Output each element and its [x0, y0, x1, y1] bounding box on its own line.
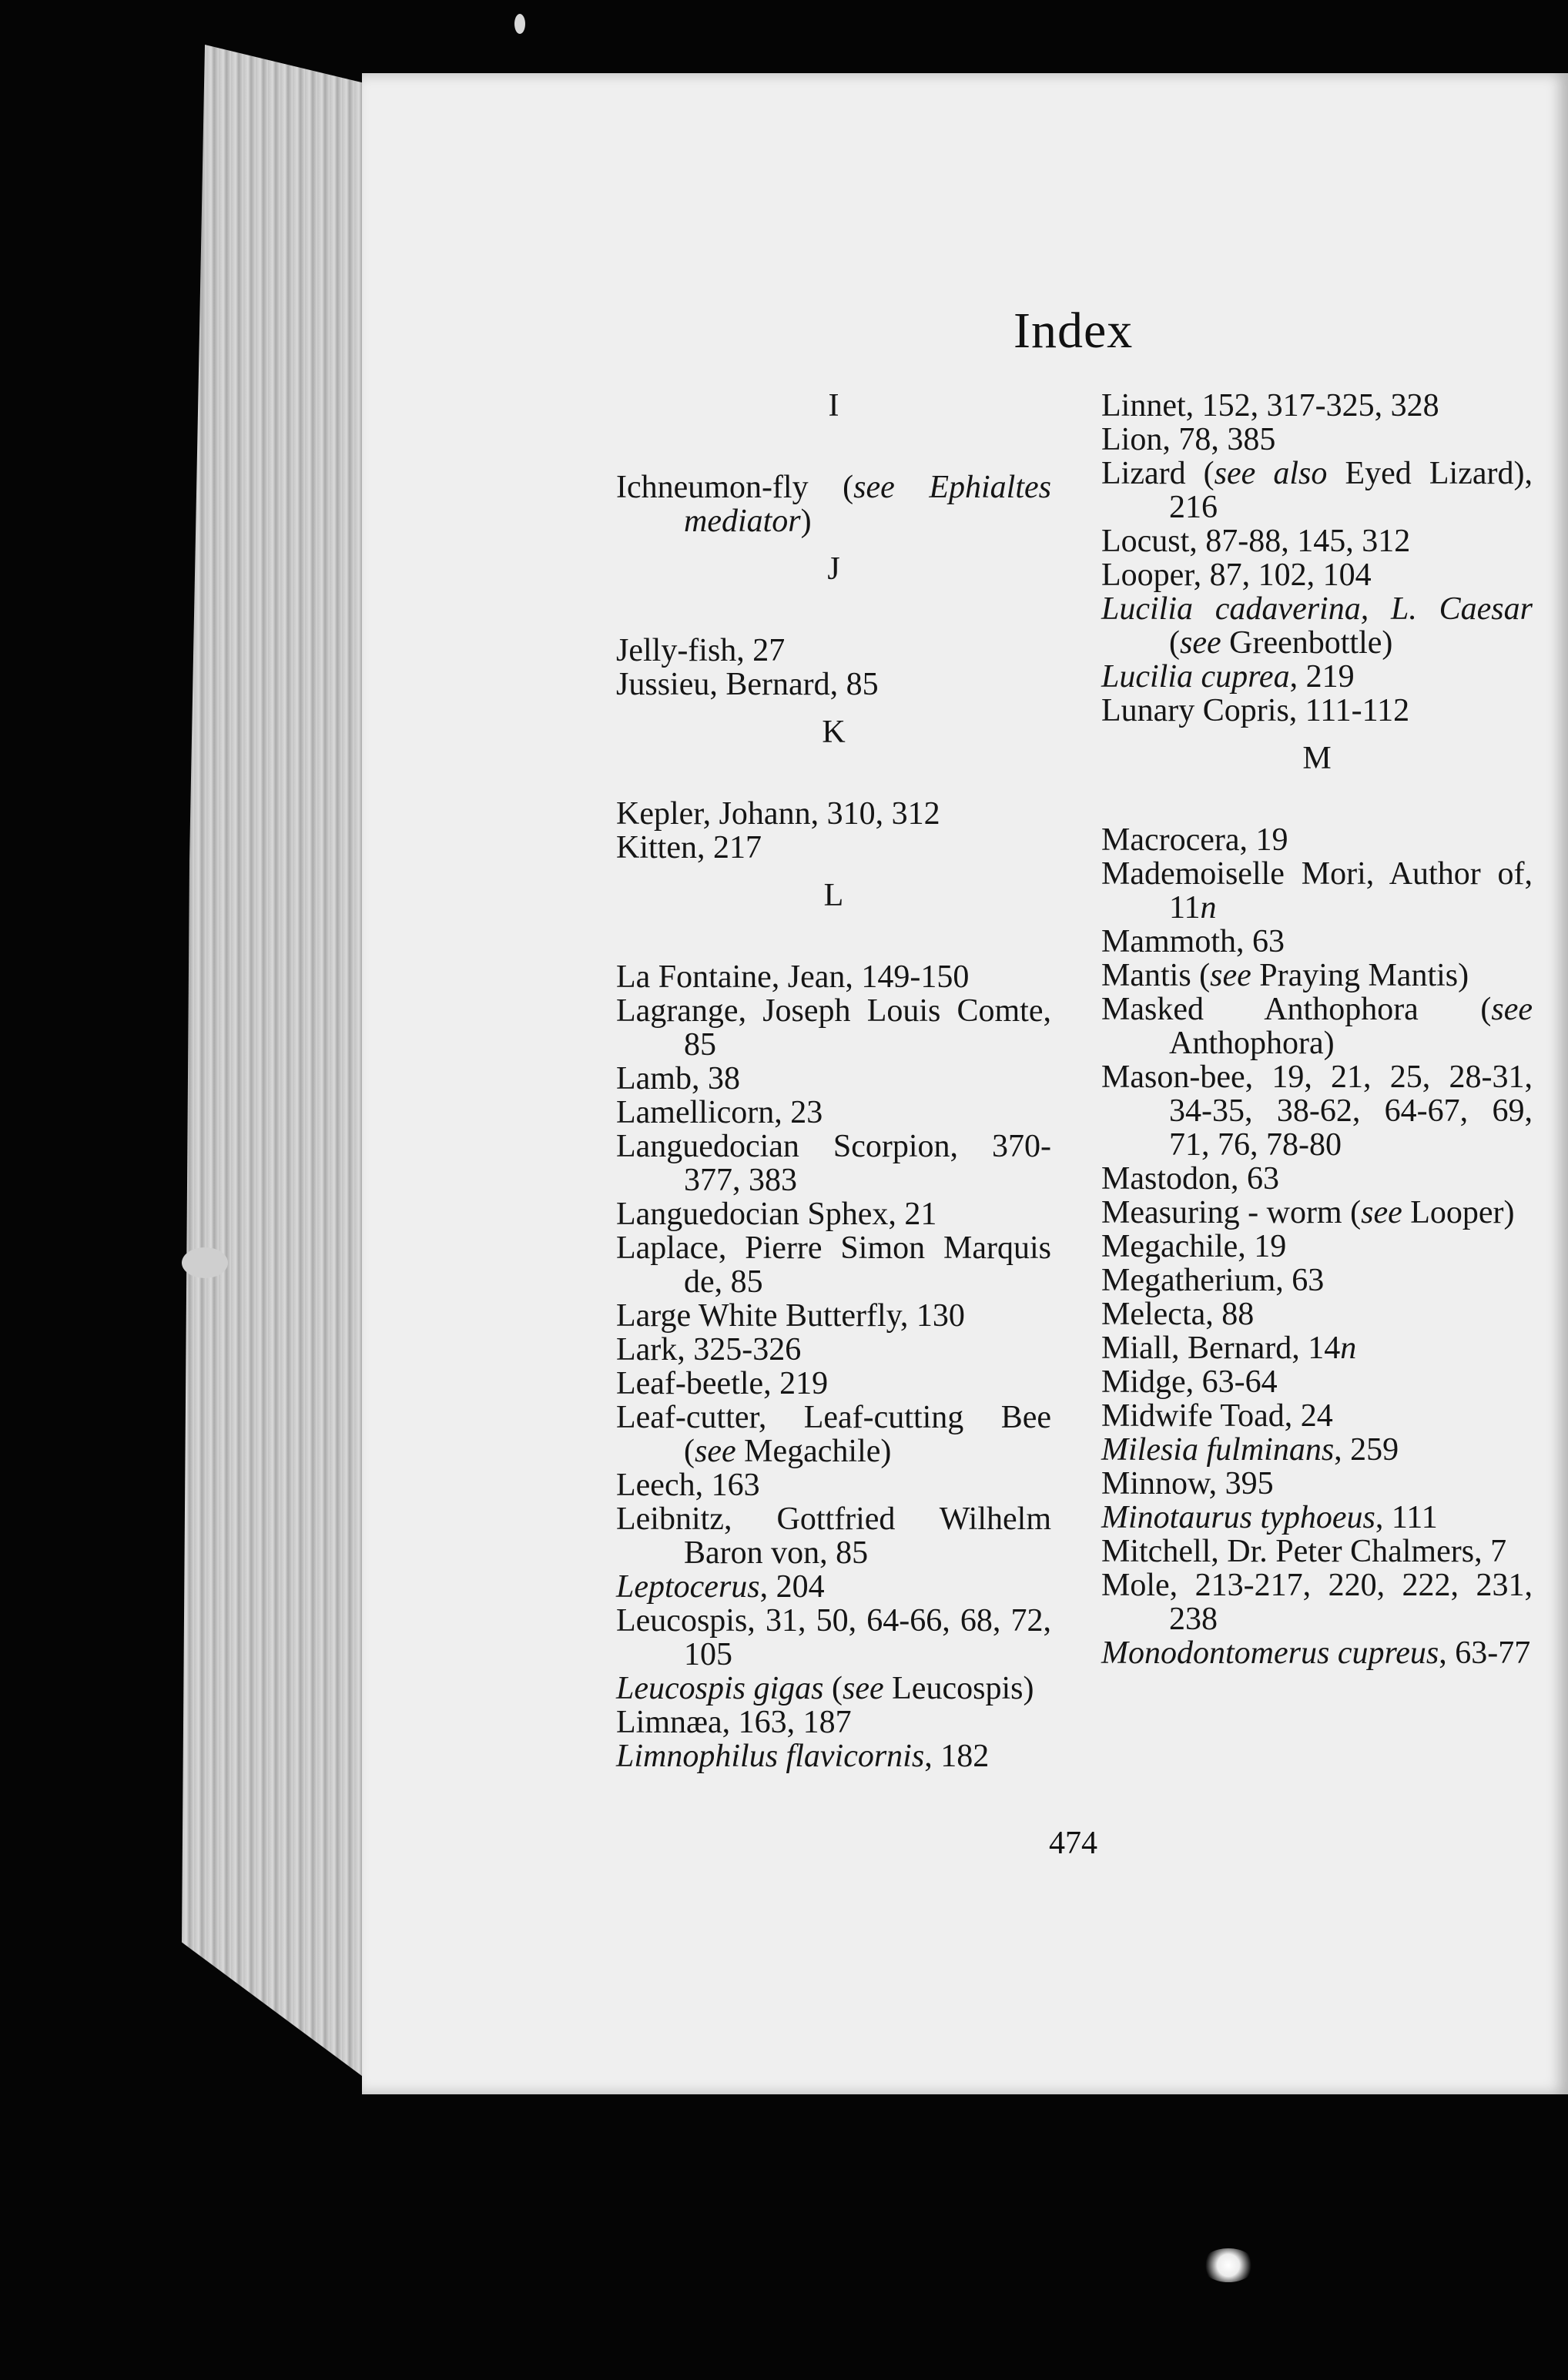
index-entry-text: , 111: [1375, 1500, 1438, 1535]
index-entry-text: Megachile): [735, 1434, 892, 1469]
index-entry-text: Kepler, Johann, 310, 312: [616, 796, 940, 832]
index-entry-text: Locust, 87-88, 145, 312: [1101, 524, 1411, 559]
index-entry: [1101, 1230, 1533, 1264]
index-entry-text: Miall, Bernard, 14: [1101, 1331, 1341, 1366]
index-entry-text: Mastodon, 63: [1101, 1161, 1279, 1197]
index-entry-text: , 182: [924, 1739, 990, 1774]
index-entry-text: Minnow, 395: [1101, 1466, 1274, 1501]
index-entry: [1101, 1331, 1533, 1365]
index-entry-text: , 204: [759, 1569, 825, 1605]
index-entry: [1101, 959, 1533, 993]
index-entry-italic-text: see: [1180, 625, 1221, 661]
index-entry: [616, 1570, 1051, 1604]
index-entry-italic-text: n: [1200, 890, 1217, 926]
index-entry-italic-text: n: [1340, 1331, 1357, 1366]
index-entry-text: Greenbottle): [1221, 625, 1393, 661]
index-entry-text: ): [800, 504, 812, 539]
index-entry: [616, 1739, 1051, 1773]
index-entry-text: La Fontaine, Jean, 149-150: [616, 959, 970, 995]
index-entry-text: Lamellicorn, 23: [616, 1095, 823, 1130]
book-page-edges: [182, 45, 374, 2085]
index-entry: [616, 1096, 1051, 1130]
index-entry-italic-text: see: [843, 1671, 884, 1706]
index-entry: [616, 1502, 1051, 1570]
index-entry-text: (: [1169, 625, 1180, 661]
index-entry: [1101, 1365, 1533, 1399]
index-entry-text: Megatherium, 63: [1101, 1263, 1325, 1298]
index-entry-text: Jelly-fish, 27: [616, 633, 786, 668]
index-entry-italic-text: Milesia fulminans: [1101, 1432, 1335, 1468]
index-entry-text: Ichneumon-fly (: [616, 470, 854, 505]
index-entry: [1101, 457, 1533, 524]
index-entry: [616, 1705, 1051, 1739]
index-entry-text: Mole, 213-217, 220, 222, 231, 238: [1101, 1568, 1533, 1637]
index-section-letter: J: [827, 551, 840, 587]
index-entry-text: , 259: [1334, 1432, 1399, 1468]
index-entry-italic-text: see: [1210, 958, 1251, 993]
index-entry-italic-text: Lucilia cuprea: [1101, 659, 1290, 695]
index-entry: [1101, 1297, 1533, 1331]
index-entry-text: Lark, 325-326: [616, 1332, 802, 1367]
index-entry: [1101, 592, 1533, 660]
index-entry: [1101, 1162, 1533, 1196]
index-entry: [616, 1333, 1051, 1367]
index-entry-text: Limnæa, 163, 187: [616, 1705, 852, 1740]
index-entry: [1101, 694, 1533, 728]
index-entry: [1101, 423, 1533, 457]
index-entry-text: Looper, 87, 102, 104: [1101, 557, 1372, 593]
index-entry-italic-text: Minotaurus typhoeus: [1101, 1500, 1375, 1535]
index-entry-text: Masked Anthophora (: [1101, 992, 1492, 1027]
index-entry: [1101, 389, 1533, 423]
index-entry-italic-text: Lucilia cadaverina, L. Caesar: [1101, 591, 1533, 627]
index-entry-text: Leaf-beetle, 219: [616, 1366, 829, 1401]
page-title: Index: [1014, 303, 1134, 359]
index-entry-text: Lamb, 38: [616, 1061, 740, 1096]
index-entry-text: , 63-77: [1439, 1635, 1531, 1671]
index-entry-italic-text: Limnophilus flavicornis: [616, 1739, 925, 1774]
index-section-letter: L: [823, 878, 844, 913]
index-entry: [616, 1367, 1051, 1401]
index-entry: [1101, 993, 1533, 1060]
index-entry: [1101, 1467, 1533, 1501]
index-entry-italic-text: see Ephialtes mediator: [684, 470, 1051, 539]
index-entry-text: , 219: [1289, 659, 1355, 695]
index-entry-italic-text: Monodontomerus cupreus: [1101, 1635, 1439, 1671]
index-entry: [616, 994, 1051, 1062]
index-entry: [616, 960, 1051, 994]
index-entry-text: Kitten, 217: [616, 830, 762, 865]
index-entry: [1101, 823, 1533, 857]
index-entry-text: Leucospis): [883, 1671, 1034, 1706]
index-entry-text: Languedocian Scorpion, 370-377, 383: [616, 1129, 1051, 1198]
index-entry-italic-text: see also: [1214, 456, 1328, 491]
index-column-left: [616, 389, 1051, 1773]
index-entry-text: Mantis (: [1101, 958, 1211, 993]
index-entry-text: Leaf-cutter, Leaf-cutting Bee (: [616, 1400, 1051, 1469]
index-entry-text: Looper): [1402, 1195, 1515, 1230]
index-entry: [616, 668, 1051, 701]
index-entry: [1101, 925, 1533, 959]
index-entry-text: Midge, 63-64: [1101, 1364, 1278, 1400]
index-entry: [1101, 1060, 1533, 1162]
index-entry: [1101, 524, 1533, 558]
index-entry: [1101, 1399, 1533, 1433]
index-entry: [616, 1604, 1051, 1672]
index-entry-text: Anthophora): [1169, 1026, 1335, 1061]
index-entry: [1101, 1501, 1533, 1535]
index-entry-text: Mitchell, Dr. Peter Chalmers, 7: [1101, 1534, 1507, 1569]
index-entry-text: Leech, 163: [616, 1468, 760, 1503]
dust-speck: [514, 14, 525, 34]
index-entry: [1101, 1433, 1533, 1467]
index-entry-text: Lunary Copris, 111-112: [1101, 693, 1410, 728]
index-entry-text: Linnet, 152, 317-325, 328: [1101, 388, 1439, 423]
index-entry-text: Melecta, 88: [1101, 1297, 1255, 1332]
index-entry: [616, 470, 1051, 538]
index-entry: [616, 831, 1051, 865]
index-entry-text: Lion, 78, 385: [1101, 422, 1276, 457]
index-entry: [1101, 660, 1533, 694]
index-entry: [616, 1672, 1051, 1705]
index-column-right: [1101, 389, 1533, 1670]
index-entry-text: Leibnitz, Gottfried Wilhelm Baron von, 85: [616, 1501, 1051, 1571]
index-entry: [1101, 857, 1533, 925]
index-entry-text: Laplace, Pierre Simon Marquis de, 85: [616, 1230, 1051, 1300]
index-entry: [1101, 558, 1533, 592]
index-entry-text: Lizard (: [1101, 456, 1215, 491]
index-entry: [616, 1197, 1051, 1231]
page-number: 474: [1049, 1826, 1097, 1861]
index-entry: [616, 1299, 1051, 1333]
index-entry-italic-text: see: [1491, 992, 1533, 1027]
index-entry-text: (: [823, 1671, 843, 1706]
index-entry: [616, 1130, 1051, 1197]
index-entry-text: Megachile, 19: [1101, 1229, 1287, 1264]
index-entry-text: Macrocera, 19: [1101, 822, 1288, 858]
index-entry-text: Mason-bee, 19, 21, 25, 28-31, 34-35, 38-62, 64-67, 69, 71, 76, 78-80: [1101, 1059, 1533, 1163]
camera-flash-glare: [1201, 2248, 1255, 2282]
index-entry-italic-text: Leptocerus: [616, 1569, 760, 1605]
index-entry-text: Large White Butterfly, 130: [616, 1298, 965, 1334]
index-entry-text: Leucospis, 31, 50, 64-66, 68, 72, 105: [616, 1603, 1051, 1672]
index-entry-italic-text: Leucospis gigas: [616, 1671, 824, 1706]
index-section-letter: K: [822, 715, 846, 750]
index-entry-text: Mammoth, 63: [1101, 924, 1285, 959]
index-entry: [1101, 1636, 1533, 1670]
index-entry: [1101, 1568, 1533, 1636]
index-entry: [1101, 1264, 1533, 1297]
index-entry-text: Midwife Toad, 24: [1101, 1398, 1333, 1434]
index-entry-italic-text: see: [695, 1434, 736, 1469]
index-section-letter: I: [828, 388, 839, 423]
index-entry-text: Lagrange, Joseph Louis Comte, 85: [616, 993, 1051, 1063]
index-entry: [616, 1231, 1051, 1299]
index-entry-text: Languedocian Sphex, 21: [616, 1197, 937, 1232]
index-entry-text: Praying Mantis): [1251, 958, 1469, 993]
index-entry: [616, 1468, 1051, 1502]
index-section-letter: M: [1302, 741, 1332, 776]
index-entry-text: Measuring - worm (: [1101, 1195, 1362, 1230]
index-entry: [1101, 1196, 1533, 1230]
index-entry-text: Eyed Lizard), 216: [1169, 456, 1533, 525]
index-entry-text: Mademoiselle Mori, Author of, 11: [1101, 856, 1533, 926]
index-entry-text: Jussieu, Bernard, 85: [616, 667, 879, 702]
index-entry-italic-text: see: [1361, 1195, 1402, 1230]
index-entry: [616, 1062, 1051, 1096]
index-entry: [616, 797, 1051, 831]
index-entry: [616, 1401, 1051, 1468]
index-entry: [616, 634, 1051, 668]
index-entry: [1101, 1535, 1533, 1568]
page-tab-mark: [182, 1247, 228, 1278]
